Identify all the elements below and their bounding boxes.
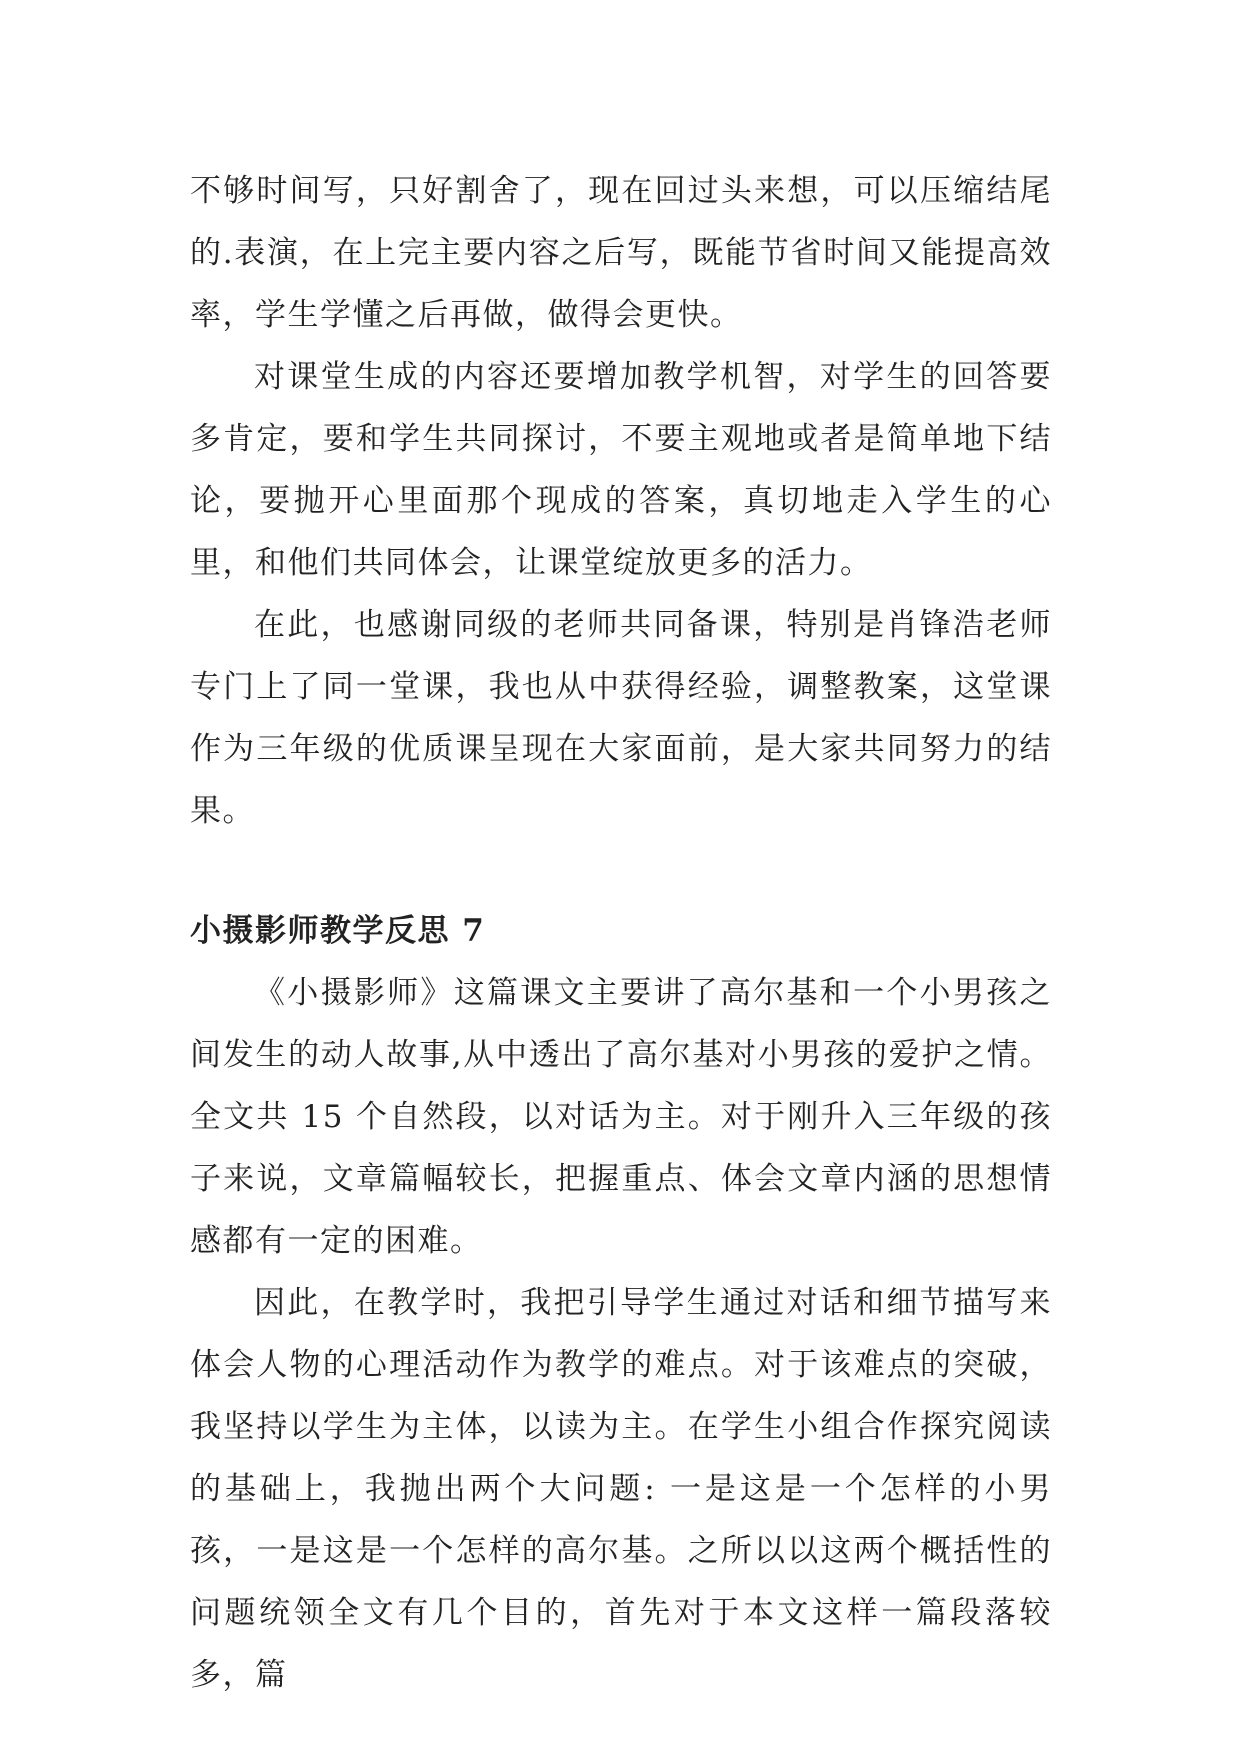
paragraph: 因此，在教学时，我把引导学生通过对话和细节描写来体会人物的心理活动作为教学的难点。对于该难点的突破，我坚持以学生为主体，以读为主。在学生小组合作探究阅读的基础上，我抛出两个大问题: 一是这是一个怎样的小男孩，一是这是一个怎样的高尔基。之所以以这两个概括性的问题统领全文有几个目的，首先对于本文这样一篇段落较多，篇	[190, 1285, 1052, 1693]
paragraph: 对课堂生成的内容还要增加教学机智，对学生的回答要多肯定，要和学生共同探讨，不要主观地或者是简单地下结论，要抛开心里面那个现成的答案，真切地走入学生的心里，和他们共同体会，让课堂绽放更多的活力。	[190, 359, 1052, 581]
paragraph: 在此，也感谢同级的老师共同备课，特别是肖锋浩老师专门上了同一堂课，我也从中获得经验，调整教案，这堂课作为三年级的优质课呈现在大家面前，是大家共同努力的结果。	[190, 607, 1052, 829]
paragraph-continuation: 不够时间写，只好割舍了，现在回过头来想，可以压缩结尾的.表演，在上完主要内容之后写，既能节省时间又能提高效率，学生学懂之后再做，做得会更快。	[190, 173, 1052, 333]
paragraph: 《小摄影师》这篇课文主要讲了高尔基和一个小男孩之间发生的动人故事,从中透出了高尔基对小男孩的爱护之情。全文共 15 个自然段，以对话为主。对于刚升入三年级的孩子来说，文章篇幅较长，把握重点、体会文章内涵的思想情感都有一定的困难。	[190, 975, 1052, 1259]
section-title: 小摄影师教学反思 7	[190, 913, 486, 949]
document-body	[190, 160, 1052, 1706]
